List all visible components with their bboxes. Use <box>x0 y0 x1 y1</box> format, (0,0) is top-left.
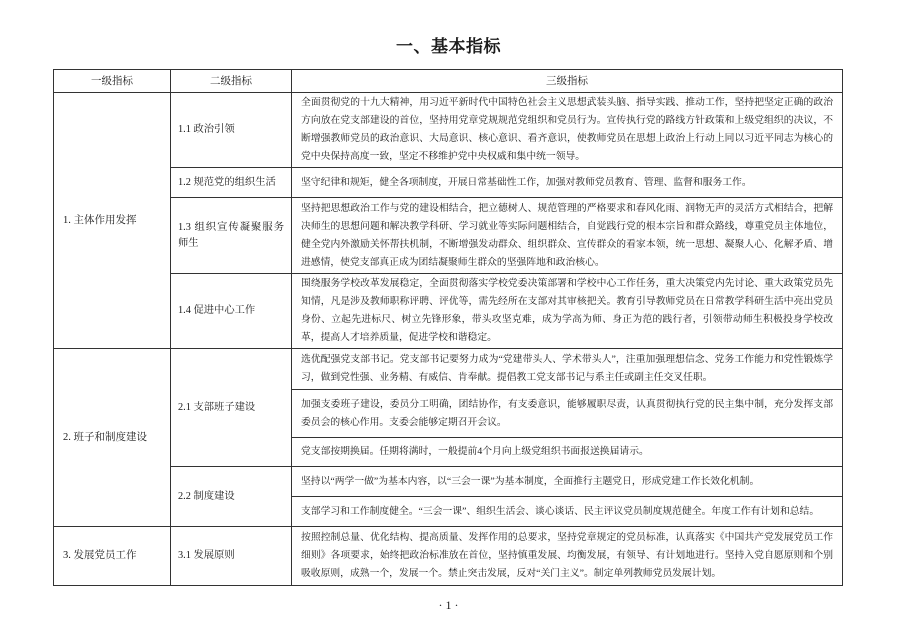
level-1-cell <box>54 349 171 527</box>
level-2-indicator: 3.1 发展原则 <box>178 550 235 561</box>
level-3-indicator-text: 坚持把思想政治工作与党的建设相结合，把立德树人、规范管理的严格要求和春风化雨、润物无声的灵活方式相结合，把解决师生的思想问题和解决教学科研、学习就业等实际问题相结合，自觉践行党的根本宗旨和群众路线，尊重党员主体地位，健全党内外激励关怀帮扶机制，不断增强发动群众、组织群众、宣传群众的看家本领，统一思想、凝聚人心、化解矛盾、增进感情，使党支部真正成为团结凝聚师生群众的坚强阵地和政治核心。 <box>301 202 833 268</box>
level-3-indicator-text: 党支部按期换届。任期将满时，一般提前4个月向上级党组织书面报送换届请示。 <box>301 446 649 457</box>
table-row <box>54 168 843 198</box>
level-2-cell <box>171 93 292 168</box>
level-2-cell <box>171 467 292 527</box>
level-2-indicator: 2.1 支部班子建设 <box>178 401 256 413</box>
level-3-cell <box>292 198 843 274</box>
level-3-cell <box>292 497 843 527</box>
level-2-cell <box>171 527 292 586</box>
level-3-indicator-text: 围绕服务学校改革发展稳定，全面贯彻落实学校党委决策部署和学校中心工作任务，重大决策党内先讨论、重大政策党员先知情，凡是涉及教师职称评聘、评优等，需先经所在支部对其审核把关。教育引导教师党员在日常教学科研生活中亮出党员身份、立起先进标尺、树立先锋形象，带头攻坚克难，成为学高为师、身正为范的践行者，引领带动师生积极投身学校改革，提高人才培养质量，促进学校和谐稳定。 <box>301 278 833 343</box>
table-row <box>54 467 843 497</box>
table-row <box>54 349 843 390</box>
level-1-cell <box>54 527 171 586</box>
level-1-indicator: 2. 班子和制度建设 <box>63 431 147 443</box>
level-3-cell <box>292 93 843 168</box>
level-3-indicator-text: 加强支委班子建设，委员分工明确，团结协作，有支委意识，能够履职尽责，认真贯彻执行党的民主集中制，充分发挥支部委员会的核心作用。支委会能够定期召开会议。 <box>301 398 833 428</box>
table-row <box>54 274 843 349</box>
table-row <box>54 527 843 586</box>
level-3-indicator-text: 坚守纪律和规矩，健全各项制度，开展日常基础性工作，加强对教师党员教育、管理、监督和服务工作。 <box>301 176 752 188</box>
level-2-cell <box>171 349 292 467</box>
header-level-3: 三级指标 <box>292 70 843 93</box>
level-2-indicator: 1.1 政治引领 <box>178 124 235 135</box>
table-row <box>54 198 843 274</box>
level-2-cell <box>171 274 292 349</box>
level-3-indicator-text: 支部学习和工作制度健全。“三会一课”、组织生活会、谈心谈话、民主评议党员制度规范健全。年度工作有计划和总结。 <box>301 505 820 517</box>
header-level-2: 二级指标 <box>171 70 292 93</box>
level-2-cell <box>171 168 292 198</box>
indicator-table <box>53 69 843 586</box>
level-3-cell <box>292 390 843 438</box>
level-3-indicator-text: 按照控制总量、优化结构、提高质量、发挥作用的总要求，坚持党章规定的党员标准，认真落实《中国共产党发展党员工作细则》各项要求，始终把政治标准放在首位，坚持慎重发展、均衡发展，有领导、有计划地进行。坚持入党自愿原则和个别吸收原则，成熟一个，发展一个。禁止突击发展，反对“关门主义”。制定单列教师党员发展计划。 <box>301 532 833 579</box>
level-3-cell <box>292 467 843 497</box>
page-number: · 1 · <box>438 598 459 612</box>
level-2-indicator: 1.4 促进中心工作 <box>178 305 256 316</box>
level-3-cell <box>292 527 843 586</box>
level-3-cell <box>292 438 843 467</box>
level-3-cell <box>292 274 843 349</box>
table-row <box>54 93 843 168</box>
level-3-cell <box>292 349 843 390</box>
level-1-indicator: 1. 主体作用发挥 <box>63 214 137 226</box>
header-level-1: 一级指标 <box>54 70 171 93</box>
level-1-cell <box>54 93 171 349</box>
level-2-indicator: 2.2 制度建设 <box>178 490 235 502</box>
level-3-indicator-text: 坚持以“两学一做”为基本内容，以“三会一课”为基本制度，全面推行主题党日，形成党建工作长效化机制。 <box>301 475 760 487</box>
level-2-cell <box>171 198 292 274</box>
page-title: 一、基本指标 <box>396 37 501 56</box>
level-2-indicator: 1.3 组织宣传凝聚服务师生 <box>178 221 284 249</box>
level-3-indicator-text: 选优配强党支部书记。党支部书记要努力成为“党建带头人、学术带头人”，注重加强理想信念、党务工作能力和党性锻炼学习，做到党性强、业务精、有威信、肯奉献。提倡教工党支部书记与系主任或副主任交叉任职。 <box>301 354 833 383</box>
table-header-row <box>54 70 843 93</box>
level-1-indicator: 3. 发展党员工作 <box>63 550 137 561</box>
level-2-indicator: 1.2 规范党的组织生活 <box>178 176 276 188</box>
level-3-cell <box>292 168 843 198</box>
level-3-indicator-text: 全面贯彻党的十九大精神，用习近平新时代中国特色社会主义思想武装头脑、指导实践、推动工作，坚持把坚定正确的政治方向放在党支部建设的首位，坚持用党章党规规范党组织和党员行为。宣传执行党的路线方针政策和上级党组织的决议，不断增强教师党员的政治意识、大局意识、核心意识、看齐意识，使教师党员在思想上政治上行动上同以习近平同志为核心的党中央保持高度一致，坚定不移维护党中央权威和集中统一领导。 <box>301 97 833 162</box>
